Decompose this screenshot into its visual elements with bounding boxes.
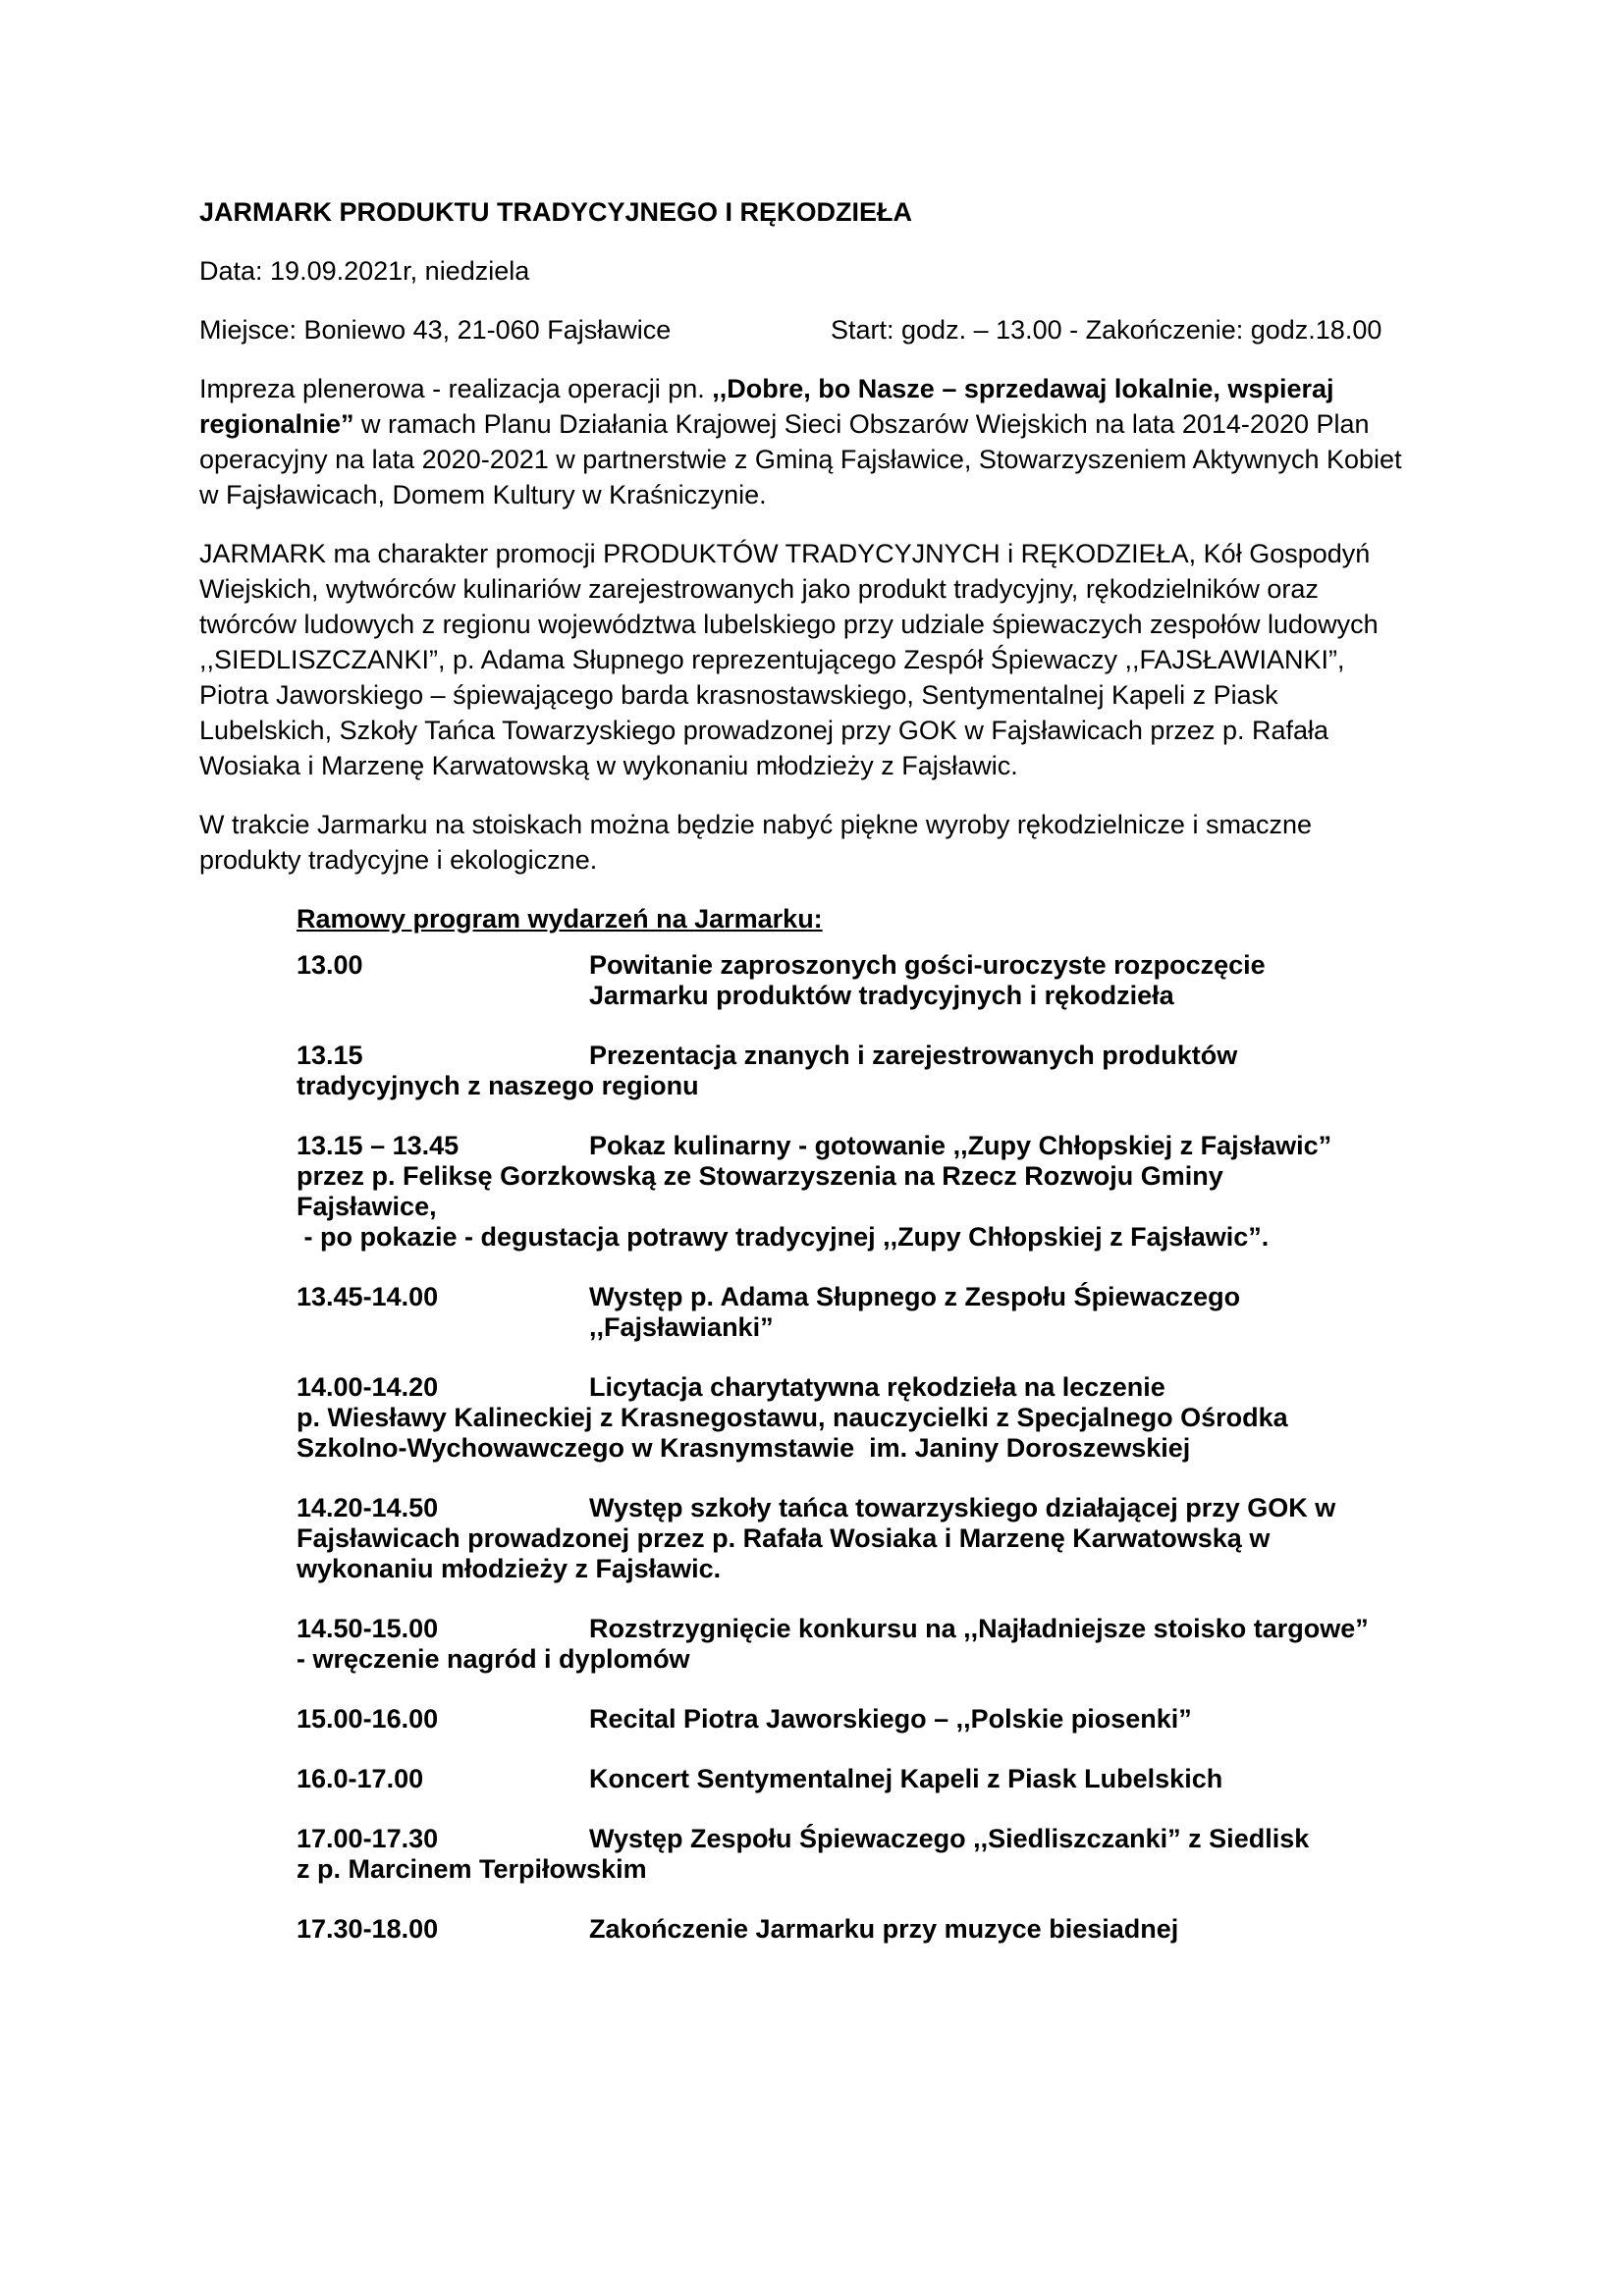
item-description-continuation: - po pokazie - degustacja potrawy tradycyjnej ,,Zupy Chłopskiej z Fajsławic”.: [297, 1222, 1270, 1252]
program-heading: Ramowy program wydarzeń na Jarmarku:: [297, 904, 823, 934]
item-description: Pokaz kulinarny - gotowanie ,,Zupy Chłopskiej z Fajsławic”: [589, 1131, 1332, 1160]
item-description-continuation: wykonaniu młodzieży z Fajsławic.: [297, 1554, 722, 1583]
item-description-continuation: przez p. Feliksę Gorzkowską ze Stowarzyszenia na Rzecz Rozwoju Gminy: [297, 1161, 1223, 1191]
paragraph-line: operacyjny na lata 2020-2021 w partnerstwie z Gminą Fajsławice, Stowarzyszeniem Aktywnych Kobiet: [199, 445, 1402, 474]
item-description: Recital Piotra Jaworskiego – ,,Polskie piosenki”: [589, 1704, 1192, 1734]
program-item-first-line: [297, 1764, 1477, 1794]
paragraph-event-intro: [199, 371, 1477, 512]
program-section: [297, 901, 1477, 1945]
paragraph-line: Wiejskich, wytwórców kulinariów zarejestrowanych jako produkt tradycyjny, rękodzielników oraz: [199, 574, 1319, 604]
paragraph-line: ,,SIEDLISZCZANKI”, p. Adama Słupnego reprezentującego Zespół Śpiewaczy ,,FAJSŁAWIANKI”,: [199, 645, 1345, 674]
program-item: [297, 1824, 1477, 1885]
paragraph-line: JARMARK ma charakter promocji PRODUKTÓW TRADYCYJNYCH i RĘKODZIEŁA, Kół Gospodyń: [199, 539, 1371, 568]
program-item: [297, 1131, 1477, 1253]
item-description-continuation: z p. Marcinem Terpiłowskim: [297, 1854, 647, 1884]
program-item: [297, 1764, 1477, 1794]
place-start-row: [199, 312, 1477, 347]
paragraph-line: Impreza plenerowa - realizacja operacji pn. ,,Dobre, bo Nasze – sprzedawaj lokalnie, wspieraj: [199, 374, 1334, 403]
item-description-continuation: p. Wiesławy Kalineckiej z Krasnegostawu, nauczycielki z Specjalnego Ośrodka: [297, 1403, 1288, 1432]
item-description: Rozstrzygnięcie konkursu na ,,Najładniejsze stoisko targowe”: [589, 1614, 1369, 1643]
time-label: 17.30-18.00: [297, 1914, 439, 1944]
body-paragraphs: [199, 371, 1477, 878]
item-description: Występ Zespołu Śpiewaczego ,,Siedliszczanki” z Siedlisk: [589, 1824, 1310, 1853]
program-item-first-line: [297, 1131, 1477, 1161]
program-item-first-line: [297, 1824, 1477, 1854]
time-label: 14.50-15.00: [297, 1614, 439, 1643]
item-description: Występ p. Adama Słupnego z Zespołu Śpiewaczego: [589, 1282, 1241, 1311]
item-description: Zakończenie Jarmarku przy muzyce biesiadnej: [589, 1914, 1179, 1944]
time-label: 13.00: [297, 950, 363, 980]
paragraph-line: regionalnie” w ramach Planu Działania Krajowej Sieci Obszarów Wiejskich na lata 2014-2020 Plan: [199, 409, 1370, 439]
program-item-first-line: [297, 1614, 1477, 1644]
item-description-continuation: Szkolno-Wychowawczego w Krasnymstawie im. Janiny Doroszewskiej: [297, 1433, 1191, 1463]
time-label: 14.00-14.20: [297, 1372, 439, 1402]
program-item-first-line: [297, 1704, 1477, 1735]
item-description-continuation: Jarmarku produktów tradycyjnych i rękodzieła: [589, 981, 1174, 1010]
item-description: Powitanie zaproszonych gości-uroczyste rozpoczęcie: [589, 950, 1266, 980]
paragraph-line: w Fajsławicach, Domem Kultury w Kraśniczynie.: [199, 480, 767, 509]
program-item: [297, 1282, 1477, 1343]
program-item-first-line: [297, 1041, 1477, 1071]
program-item-first-line: [297, 1914, 1477, 1945]
paragraph-line: twórców ludowych z regionu województwa lubelskiego przy udziale śpiewaczych zespołów ludowych: [199, 610, 1379, 639]
time-label: 16.0-17.00: [297, 1764, 424, 1793]
place-line: Miejsce: Boniewo 43, 21-060 Fajsławice: [199, 315, 672, 345]
paragraph-event-character: [199, 536, 1477, 783]
item-description: Występ szkoły tańca towarzyskiego działającej przy GOK w: [589, 1493, 1336, 1522]
program-item: [297, 1614, 1477, 1675]
paragraph-line: Wosiaka i Marzenę Karwatowską w wykonaniu młodzieży z Fajsławic.: [199, 751, 1018, 780]
paragraph-line: W trakcie Jarmarku na stoiskach można będzie nabyć piękne wyroby rękodzielnicze i smaczne: [199, 810, 1312, 839]
time-label: 14.20-14.50: [297, 1493, 439, 1522]
time-label: 17.00-17.30: [297, 1824, 439, 1853]
item-description: Licytacja charytatywna rękodzieła na leczenie: [589, 1372, 1165, 1402]
time-label: 13.15: [297, 1041, 363, 1070]
date-line: Data: 19.09.2021r, niedziela: [199, 256, 530, 286]
program-item: [297, 1704, 1477, 1735]
paragraph-line: Piotra Jaworskiego – śpiewającego barda krasnostawskiego, Sentymentalnej Kapeli z Piask: [199, 680, 1278, 710]
paragraph-line: produkty tradycyjne i ekologiczne.: [199, 845, 598, 875]
item-description-continuation: Fajsławicach prowadzonej przez p. Rafała Wosiaka i Marzenę Karwatowską w: [297, 1523, 1271, 1553]
program-item-first-line: [297, 1493, 1477, 1523]
paragraph-line: Lubelskich, Szkoły Tańca Towarzyskiego prowadzonej przy GOK w Fajsławicach przez p. Rafała: [199, 716, 1329, 745]
program-item: [297, 1041, 1477, 1101]
item-description-continuation: Fajsławice,: [297, 1192, 437, 1221]
item-description-continuation: tradycyjnych z naszego regionu: [297, 1071, 699, 1100]
time-label: 13.15 – 13.45: [297, 1131, 460, 1160]
start-end-time-line: Start: godz. – 13.00 - Zakończenie: godz.18.00: [831, 315, 1382, 345]
program-item-first-line: [297, 1282, 1477, 1312]
program-items: [297, 950, 1477, 1945]
program-item: [297, 1493, 1477, 1584]
program-item: [297, 1914, 1477, 1945]
item-description: Prezentacja znanych i zarejestrowanych produktów: [589, 1041, 1238, 1070]
time-label: 13.45-14.00: [297, 1282, 439, 1311]
item-description: Koncert Sentymentalnej Kapeli z Piask Lubelskich: [589, 1764, 1223, 1793]
time-label: 15.00-16.00: [297, 1704, 439, 1734]
paragraph-event-stalls: [199, 807, 1477, 878]
program-item-first-line: [297, 1372, 1477, 1403]
program-item: [297, 1372, 1477, 1464]
program-item: [297, 950, 1477, 1011]
item-description-continuation: ,,Fajsławianki”: [589, 1312, 774, 1342]
item-description-continuation: - wręczenie nagród i dyplomów: [297, 1644, 690, 1674]
program-item-first-line: [297, 950, 1477, 981]
page-title: JARMARK PRODUKTU TRADYCYJNEGO I RĘKODZIEŁA: [199, 197, 913, 227]
